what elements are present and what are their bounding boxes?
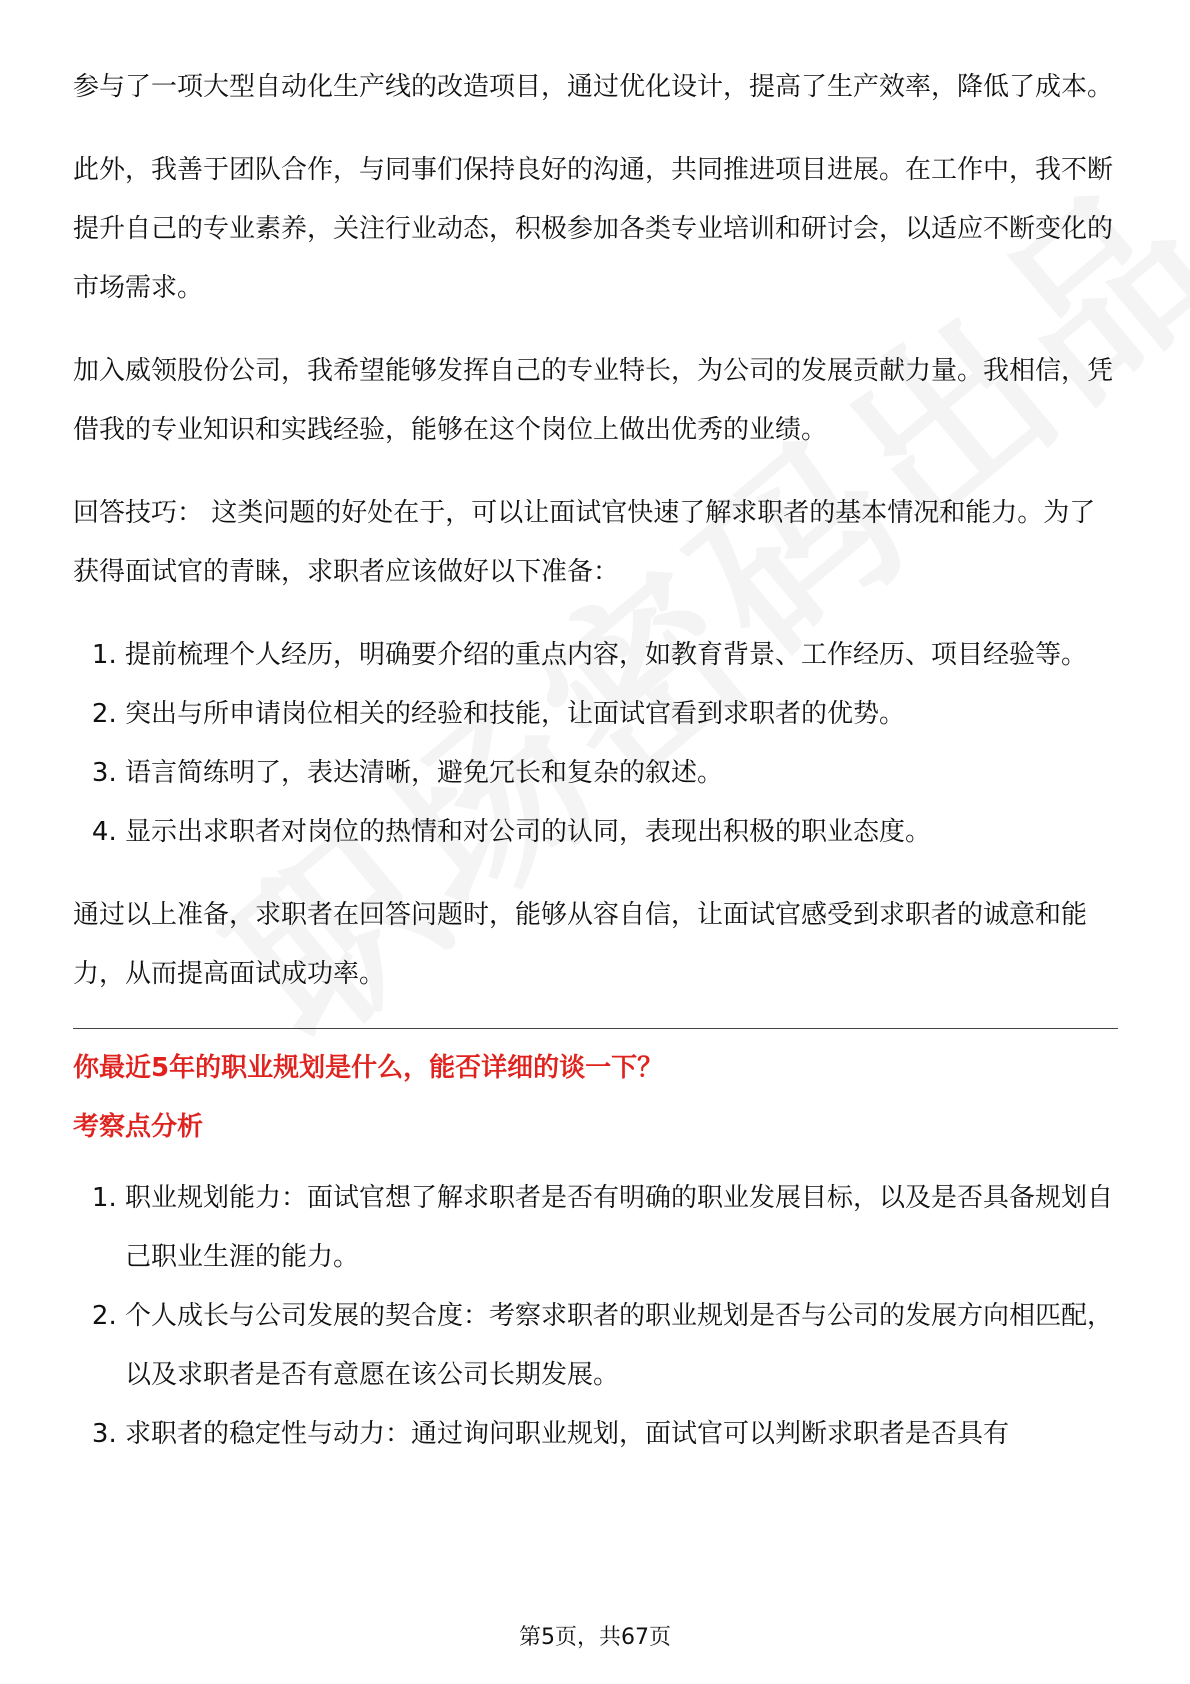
paragraph-conclusion: 通过以上准备，求职者在回答问题时，能够从容自信，让面试官感受到求职者的诚意和能力，从而提高面试成功率。 [73,900,1088,989]
list-item: 1. 职业规划能力：面试官想了解求职者是否有明确的职业发展目标，以及是否具备规划自己职业生涯的能力。 [125,1169,1118,1287]
section-divider [73,1028,1118,1029]
paragraph-project: 参与了一项大型自动化生产线的改造项目，通过优化设计，提高了生产效率，降低了成本。 [73,72,1114,102]
question-subtitle: 考察点分析 [73,1112,204,1142]
list-item: 3. 语言简练明了，表达清晰，避免冗长和复杂的叙述。 [125,744,1118,803]
tips-list [73,626,1118,862]
list-item: 4. 显示出求职者对岗位的热情和对公司的认同，表现出积极的职业态度。 [125,803,1118,862]
paragraph-tips-intro: 回答技巧： 这类问题的好处在于，可以让面试官快速了解求职者的基本情况和能力。为了获得面试官的青睐，求职者应该做好以下准备： [73,498,1096,587]
list-item: 2. 突出与所申请岗位相关的经验和技能，让面试官看到求职者的优势。 [125,685,1118,744]
list-item: 3. 求职者的稳定性与动力：通过询问职业规划，面试官可以判断求职者是否具有 [125,1405,1118,1464]
page-number: 第5页，共67页 [519,1625,671,1650]
paragraph-motivation: 加入威领股份公司，我希望能够发挥自己的专业特长，为公司的发展贡献力量。我相信，凭借我的专业知识和实践经验，能够在这个岗位上做出优秀的业绩。 [73,356,1114,445]
list-item: 1. 提前梳理个人经历，明确要介绍的重点内容，如教育背景、工作经历、项目经验等。 [125,626,1118,685]
paragraph-teamwork: 此外，我善于团队合作，与同事们保持良好的沟通，共同推进项目进展。在工作中，我不断提升自己的专业素养，关注行业动态，积极参加各类专业培训和研讨会，以适应不断变化的市场需求。 [73,155,1114,303]
page-content [73,58,1118,1488]
question-title: 你最近5年的职业规划是什么，能否详细的谈一下？ [73,1053,664,1083]
list-item: 2. 个人成长与公司发展的契合度：考察求职者的职业规划是否与公司的发展方向相匹配，以及求职者是否有意愿在该公司长期发展。 [125,1287,1118,1405]
analysis-list [73,1169,1118,1464]
